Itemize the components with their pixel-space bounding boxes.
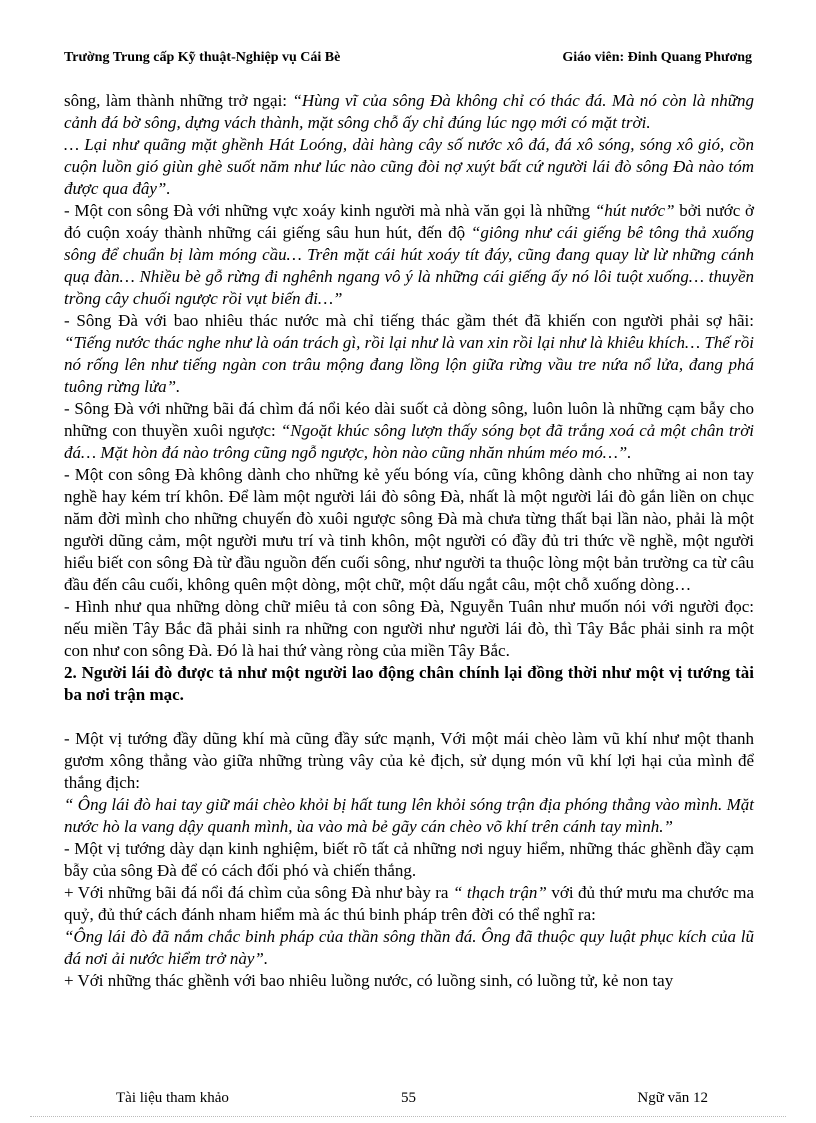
paragraph-3-text-a: - Một con sông Đà với những vực xoáy kinh người mà nhà văn gọi là những — [64, 201, 595, 220]
paragraph-3-quote-b: “giông như cái giếng bê tông thả xuống sông để chuẩn bị làm móng cầu… Trên mặt cái hút xoáy tít đáy, cũng đang quay lừ lừ những cánh quạ đàn… Nhiều bè gỗ rừng đi nghênh ngang vô ý là những cái giếng ấy nó lôi tuột xuống… thuyền trồng cây chuối ngược rồi vụt biến đi…” — [64, 223, 754, 308]
paragraph-3 — [64, 200, 754, 310]
paragraph-4-text: - Sông Đà với bao nhiêu thác nước mà chỉ tiếng thác gầm thét đã khiến con người phải sợ hãi: — [64, 311, 754, 330]
footer-left: Tài liệu tham khảo — [116, 1090, 229, 1106]
footer-right: Ngữ văn 12 — [637, 1090, 708, 1106]
paragraph-2 — [64, 134, 754, 200]
blank-line — [64, 706, 754, 728]
paragraph-9 — [64, 794, 754, 838]
footer-divider — [30, 1116, 786, 1117]
paragraph-4 — [64, 310, 754, 398]
paragraph-13: + Với những thác ghềnh với bao nhiêu luồng nước, có luồng sinh, có luồng tử, kẻ non tay — [64, 971, 674, 990]
paragraph-12 — [64, 926, 754, 970]
paragraph-11-text-a: + Với những bãi đá nổi đá chìm của sông Đà như bày ra — [64, 883, 453, 902]
paragraph-4-quote: “Tiếng nước thác nghe như là oán trách gì, rồi lại như là van xin rồi lại như là khiêu khích… Thế rồi nó rống lên như tiếng ngàn con trâu mộng đang lồng lộn giữa rừng vầu tre nứa nổ lửa, đang phá tuông rừng lửa”. — [64, 333, 754, 396]
paragraph-1-quote: “Hùng vĩ của sông Đà không chỉ có thác đá. Mà nó còn là những cảnh đá bờ sông, dựng vách thành, mặt sông chỗ ấy chỉ đúng lúc ngọ mới có mặt trời. — [64, 91, 754, 132]
paragraph-8: - Một vị tướng đầy dũng khí mà cũng đầy sức mạnh, Với một mái chèo làm vũ khí như một thanh gươm xông thẳng vào giữa những trùng vây của kẻ địch, sử dụng món vũ khí lợi hại của mình để thắng địch: — [64, 729, 754, 792]
paragraph-5-quote: “Ngoặt khúc sông lượn thấy sóng bọt đã trắng xoá cả một chân trời đá… Mặt hòn đá nào trông cũng ngỗ ngược, hòn nào cũng nhăn nhúm méo mó…”. — [64, 421, 754, 462]
paragraph-9-quote: “ Ông lái đò hai tay giữ mái chèo khỏi bị hất tung lên khỏi sóng trận địa phóng thẳng vào mình. Mặt nước hò la vang dậy quanh mình, ùa vào mà bẻ gãy cán chèo võ khí trên cánh tay mình.” — [64, 795, 754, 836]
paragraph-5-text: - Sông Đà với những bãi đá chìm đá nổi kéo dài suốt cả dòng sông, luôn luôn là những cạm bẫy cho những con thuyền xuôi ngược: — [64, 399, 754, 440]
paragraph-2-quote: … Lại như quãng mặt ghềnh Hát Loóng, dài hàng cây số nước xô đá, đá xô sóng, sóng xô gió, cồn cuộn luồn gió giùn ghè suốt năm như lúc nào cũng đòi nợ xuýt bất cứ người lái đò sông Đà nào tóm được qua đây”. — [64, 135, 754, 198]
paragraph-3-quote-a: “hút nước” — [594, 201, 675, 220]
school-name: Trường Trung cấp Kỹ thuật-Nghiệp vụ Cái Bè — [64, 50, 341, 65]
paragraph-7: - Hình như qua những dòng chữ miêu tả con sông Đà, Nguyễn Tuân như muốn nói với người đọc: nếu miền Tây Bắc đã phải sinh ra những con người như người lái đò, thì Tây Bắc phải sinh ra một con như con sông Đà. Đó là hai thứ vàng ròng của miền Tây Bắc. — [64, 597, 754, 660]
section-heading: 2. Người lái đò được tả như một người lao động chân chính lại đồng thời như một vị tướng tài ba nơi trận mạc. — [64, 663, 754, 704]
paragraph-3-text-b: bởi nước ở đó cuộn xoáy thành những cái giếng sâu hun hút, đến độ — [64, 201, 754, 242]
paragraph-1 — [64, 90, 754, 134]
page-number: 55 — [401, 1090, 416, 1106]
paragraph-11 — [64, 882, 754, 926]
paragraph-10: - Một vị tướng dày dạn kinh nghiệm, biết rõ tất cả những nơi nguy hiểm, những thác ghềnh đầy cạm bẫy của sông Đà để có cách đối phó và chiến thắng. — [64, 839, 754, 880]
paragraph-11-text-b: với đủ thứ mưu ma chước ma quỷ, đủ thứ cách đánh nham hiểm mà ác thú binh pháp trên đời có thể nghĩ ra: — [64, 883, 754, 924]
paragraph-12-quote: “Ông lái đò đã nắm chắc binh pháp của thần sông thần đá. Ông đã thuộc quy luật phục kích của lũ đá nơi ải nước hiểm trở này”. — [64, 927, 754, 968]
paragraph-6: - Một con sông Đà không dành cho những kẻ yếu bóng vía, cũng không dành cho những ai non tay nghề hay kém trí khôn. Để làm một người lái đò sông Đà, nhất là một người lái đò gắn liền on chục năm đời mình cho những chuyến đò xuôi ngược sông Đà mà chưa từng thất bại lần nào, phải là một người dũng cảm, một người mưu trí và tinh khôn, một người có đầy đủ tri thức về nghề, một người hiểu biết con sông Đà từ đầu nguồn đến cuối sông, như người ta thuộc lòng một bản trường ca từ câu đầu đến câu cuối, không quên một dòng, một chữ, một dấu ngắt câu, một chỗ xuống dòng… — [64, 465, 754, 594]
page-footer — [64, 1090, 752, 1112]
document-body — [64, 90, 754, 992]
paragraph-11-quote: “ thạch trận” — [452, 883, 547, 902]
page-header — [64, 50, 752, 72]
paragraph-5 — [64, 398, 754, 464]
teacher-name: Giáo viên: Đinh Quang Phương — [562, 50, 752, 65]
paragraph-1-text: sông, làm thành những trở ngại: — [64, 91, 293, 110]
